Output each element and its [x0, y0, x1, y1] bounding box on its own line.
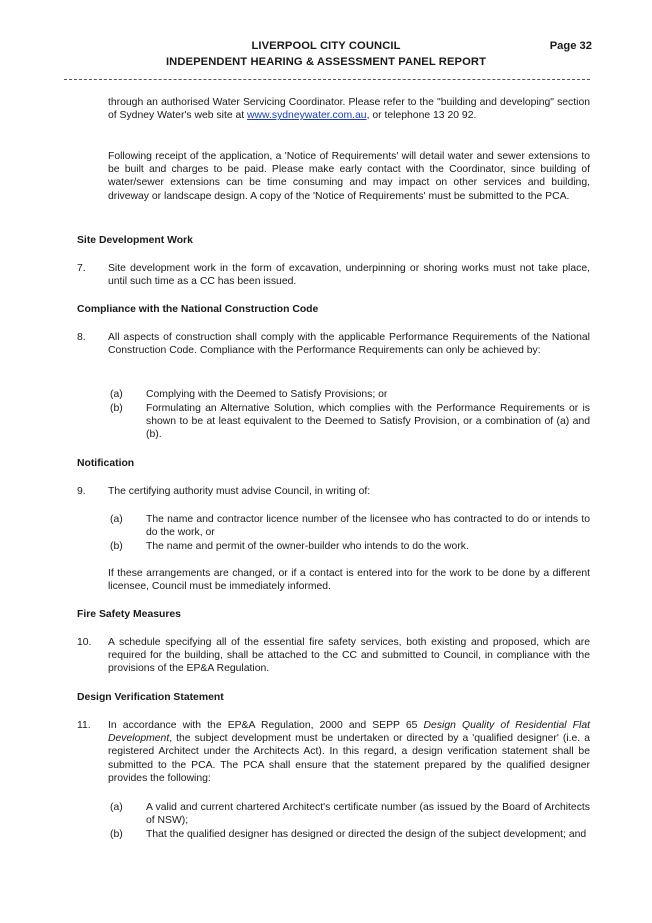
intro-paragraph-1: through an authorised Water Servicing Coordinator. Please refer to the "building and developing" section of Sydney Water's web site at www.sydneywater.com.au, or telephone 13 20 92.: [108, 97, 590, 122]
clause-9-text: The certifying authority must advise Council, in writing of:: [108, 486, 371, 497]
clause-11-a-label: (a): [110, 802, 123, 813]
heading-ncc-compliance: Compliance with the National Construction Code: [77, 304, 319, 315]
clause-8-a-label: (a): [110, 389, 123, 400]
clause-number-7: 7.: [77, 263, 86, 274]
clause-number-8: 8.: [77, 332, 86, 343]
report-title: INDEPENDENT HEARING & ASSESSMENT PANEL REPORT: [165, 56, 487, 68]
clause-11-a-text: A valid and current chartered Architect's certificate number (as issued by the Board of Architects of NSW);: [146, 802, 590, 827]
clause-9-note: If these arrangements are changed, or if a contact is entered into for the work to be done by a different licensee, Council must be immediately informed.: [108, 568, 590, 593]
clause-number-11: 11.: [77, 720, 91, 731]
clause-11-text: In accordance with the EP&A Regulation, 2000 and SEPP 65 Design Quality of Residential Flat Development, the subject development must be undertaken or directed by a 'qualified designer' (i.e. a registered Architect under the Architects Act). In this regard, a design verification statement shall be submitted to the PCA. The PCA shall ensure that the statement prepared by the qualified designer provides the following:: [108, 720, 591, 784]
heading-notification: Notification: [77, 458, 135, 469]
clause-8-a-text: Complying with the Deemed to Satisfy Provisions; or: [146, 389, 388, 400]
clause-8-b-text: Formulating an Alternative Solution, which complies with the Performance Requirements or is shown to be at least equivalent to the Deemed to Satisfy Provision, or a combination of (a) and (b).: [146, 403, 590, 441]
page-number: Page 32: [549, 40, 592, 52]
clause-9-a-label: (a): [110, 514, 123, 525]
clause-number-9: 9.: [77, 486, 86, 497]
heading-site-development: Site Development Work: [77, 235, 193, 246]
clause-9-b-text: The name and permit of the owner-builder who intends to do the work.: [146, 541, 469, 552]
clause-11-b-label: (b): [110, 829, 123, 840]
clause-8-b-label: (b): [110, 403, 123, 414]
clause-8-text: All aspects of construction shall comply with the applicable Performance Requirements of the National Construction Code. Compliance with the Performance Requirements can only be achieved by:: [108, 332, 590, 357]
heading-design-verification: Design Verification Statement: [77, 692, 224, 703]
clause-10-text: A schedule specifying all of the essential fire safety services, both existing and proposed, which are required for the building, shall be attached to the CC and submitted to Council, in compliance with the provisions of the EP&A Regulation.: [108, 637, 590, 675]
intro-paragraph-2: Following receipt of the application, a 'Notice of Requirements' will detail water and sewer extensions to be built and charges to be paid. Please make early contact with the Coordinator, since building of water/sewer extensions can be time consuming and may impact on other services and building, driveway or landscape design. A copy of the 'Notice of Requirements' must be submitted to the PCA.: [108, 151, 590, 202]
clause-number-10: 10.: [77, 637, 92, 648]
sydney-water-link[interactable]: www.sydneywater.com.au: [247, 110, 367, 122]
clause-9-b-label: (b): [110, 541, 123, 552]
page-header: [0, 40, 652, 54]
clause-11-b-text: That the qualified designer has designed or directed the design of the subject development; and: [146, 829, 587, 840]
heading-fire-safety: Fire Safety Measures: [77, 609, 181, 620]
council-name: LIVERPOOL CITY COUNCIL: [251, 40, 401, 52]
clause-7-text: Site development work in the form of excavation, underpinning or shoring works must not take place, until such time as a CC has been issued.: [108, 263, 590, 288]
clause-9-a-text: The name and contractor licence number of the licensee who has contracted to do or intends to do the work, or: [146, 514, 590, 539]
header-divider: [64, 79, 590, 80]
